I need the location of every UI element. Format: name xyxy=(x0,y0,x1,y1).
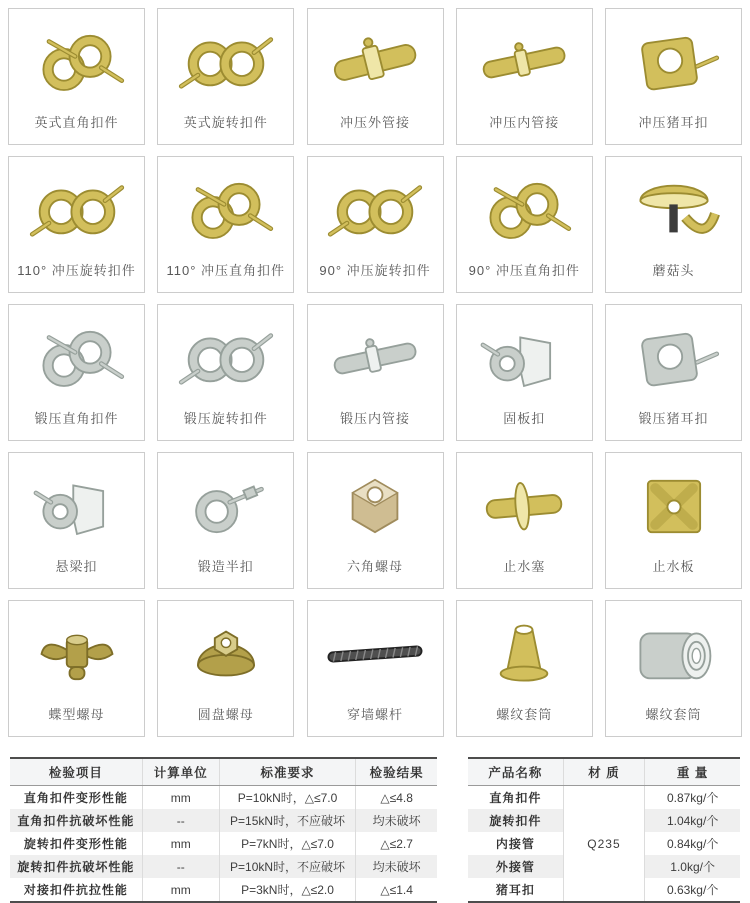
coupler-right-angle-icon xyxy=(9,9,144,115)
inspection-cell: P=10kN时，不应破坏 xyxy=(219,855,356,878)
product-cell xyxy=(605,600,742,737)
product-cell xyxy=(605,452,742,589)
product-label: 110° 冲压直角扣件 xyxy=(166,263,286,278)
product-label: 止水板 xyxy=(652,559,695,574)
product-cell xyxy=(456,304,593,441)
product-label: 固板扣 xyxy=(503,411,546,426)
product-label: 英式直角扣件 xyxy=(34,115,119,130)
inspection-cell: -- xyxy=(142,855,219,878)
product-cell xyxy=(8,8,145,145)
inspection-cell: P=10kN时，△≤7.0 xyxy=(219,786,356,810)
product-label: 悬梁扣 xyxy=(55,559,98,574)
product-cell xyxy=(605,304,742,441)
product-cell xyxy=(157,8,294,145)
board-clamp-icon xyxy=(457,305,592,411)
product-label: 锻压猪耳扣 xyxy=(638,411,709,426)
spec-col-header: 重 量 xyxy=(645,758,740,786)
spec-product-name: 旋转扣件 xyxy=(468,809,563,832)
spec-material-value: Q235 xyxy=(563,786,645,903)
spec-row xyxy=(468,786,740,810)
inspection-cell: △≤1.4 xyxy=(356,878,437,902)
inspection-row xyxy=(10,786,437,810)
product-label: 冲压外管接 xyxy=(339,115,410,130)
inspection-cell: mm xyxy=(142,832,219,855)
half-coupler-icon xyxy=(158,453,293,559)
product-label: 六角螺母 xyxy=(346,559,403,574)
product-cell xyxy=(307,156,444,293)
product-label: 圆盘螺母 xyxy=(197,707,254,722)
rod-icon xyxy=(308,601,443,707)
coupler-swivel-icon xyxy=(9,157,144,263)
inspection-row xyxy=(10,855,437,878)
inspection-cell: P=15kN时，不应破坏 xyxy=(219,809,356,832)
coupler-right-angle-icon xyxy=(9,305,144,411)
inspection-cell: 均未破坏 xyxy=(356,855,437,878)
coupler-right-angle-icon xyxy=(158,157,293,263)
inspection-cell: △≤4.8 xyxy=(356,786,437,810)
product-cell xyxy=(307,8,444,145)
product-cell xyxy=(8,452,145,589)
spec-weight-value: 0.87kg/个 xyxy=(645,786,740,810)
product-label: 110° 冲压旋转扣件 xyxy=(17,263,136,278)
inspection-cell: mm xyxy=(142,786,219,810)
big-sleeve-icon xyxy=(606,601,741,707)
inspection-cell: 旋转扣件抗破坏性能 xyxy=(10,855,142,878)
spec-col-header: 产品名称 xyxy=(468,758,563,786)
product-label: 蘑菇头 xyxy=(652,263,695,278)
inspection-cell: -- xyxy=(142,809,219,832)
product-label: 锻压内管接 xyxy=(339,411,410,426)
sleeve-inner-icon xyxy=(457,9,592,115)
product-label: 冲压内管接 xyxy=(489,115,560,130)
product-cell xyxy=(157,156,294,293)
product-label: 锻压直角扣件 xyxy=(34,411,119,426)
coupler-swivel-icon xyxy=(308,157,443,263)
coupler-swivel-icon xyxy=(158,9,293,115)
product-cell xyxy=(456,8,593,145)
inspection-cell: 均未破坏 xyxy=(356,809,437,832)
round-nut-icon xyxy=(158,601,293,707)
product-cell xyxy=(8,600,145,737)
cone-sleeve-icon xyxy=(457,601,592,707)
product-label: 止水塞 xyxy=(503,559,546,574)
product-label: 螺纹套筒 xyxy=(645,707,702,722)
spec-weight-value: 1.04kg/个 xyxy=(645,809,740,832)
inspection-cell: P=7kN时，△≤7.0 xyxy=(219,832,356,855)
tables-row xyxy=(0,757,750,903)
pig-ear-icon xyxy=(606,9,741,115)
product-cell xyxy=(157,600,294,737)
product-label: 冲压猪耳扣 xyxy=(638,115,709,130)
product-label: 穿墙螺杆 xyxy=(346,707,403,722)
product-cell xyxy=(307,452,444,589)
spec-table xyxy=(468,757,740,903)
sleeve-inner-icon xyxy=(308,305,443,411)
inspection-table xyxy=(10,757,437,903)
inspection-cell: △≤2.7 xyxy=(356,832,437,855)
spec-weight-value: 0.84kg/个 xyxy=(645,832,740,855)
product-cell xyxy=(8,156,145,293)
inspection-col-header: 检验结果 xyxy=(356,758,437,786)
product-label: 锻造半扣 xyxy=(197,559,254,574)
inspection-cell: 旋转扣件变形性能 xyxy=(23,837,128,851)
pig-ear-icon xyxy=(606,305,741,411)
product-cell xyxy=(456,452,593,589)
hex-nut-icon xyxy=(308,453,443,559)
coupler-right-angle-icon xyxy=(457,157,592,263)
product-cell xyxy=(456,156,593,293)
inspection-cell: 对接扣件抗拉性能 xyxy=(23,883,128,897)
spec-col-header: 材 质 xyxy=(563,758,645,786)
inspection-row xyxy=(10,878,437,902)
product-cell xyxy=(456,600,593,737)
product-label: 90° 冲压旋转扣件 xyxy=(319,263,431,278)
product-cell xyxy=(157,452,294,589)
spec-product-name: 直角扣件 xyxy=(489,791,542,805)
product-cell xyxy=(307,304,444,441)
inspection-row xyxy=(10,832,437,855)
product-cell xyxy=(8,304,145,441)
product-label: 英式旋转扣件 xyxy=(183,115,268,130)
product-label: 蝶型螺母 xyxy=(48,707,105,722)
inspection-cell: mm xyxy=(142,878,219,902)
plate-x-icon xyxy=(606,453,741,559)
product-cell xyxy=(605,8,742,145)
inspection-col-header: 标准要求 xyxy=(219,758,356,786)
product-label: 90° 冲压直角扣件 xyxy=(468,263,580,278)
product-cell xyxy=(605,156,742,293)
product-cell xyxy=(307,600,444,737)
product-cell xyxy=(157,304,294,441)
inspection-row xyxy=(10,809,437,832)
board-clamp-icon xyxy=(9,453,144,559)
inspection-cell: 直角扣件变形性能 xyxy=(23,791,128,805)
product-label: 锻压旋转扣件 xyxy=(183,411,268,426)
inspection-col-header: 检验项目 xyxy=(10,758,142,786)
inspection-cell: 直角扣件抗破坏性能 xyxy=(10,809,142,832)
spec-weight-value: 1.0kg/个 xyxy=(645,855,740,878)
inspection-cell: P=3kN时，△≤2.0 xyxy=(219,878,356,902)
sleeve-outer-icon xyxy=(308,9,443,115)
inspection-col-header: 计算单位 xyxy=(142,758,219,786)
spec-product-name: 外接管 xyxy=(468,855,563,878)
product-label: 螺纹套筒 xyxy=(496,707,553,722)
wing-nut-icon xyxy=(9,601,144,707)
spec-product-name: 猪耳扣 xyxy=(495,883,535,897)
spec-weight-value: 0.63kg/个 xyxy=(645,878,740,902)
mushroom-icon xyxy=(606,157,741,263)
plug-icon xyxy=(457,453,592,559)
spec-product-name: 内接管 xyxy=(495,837,535,851)
coupler-swivel-icon xyxy=(158,305,293,411)
